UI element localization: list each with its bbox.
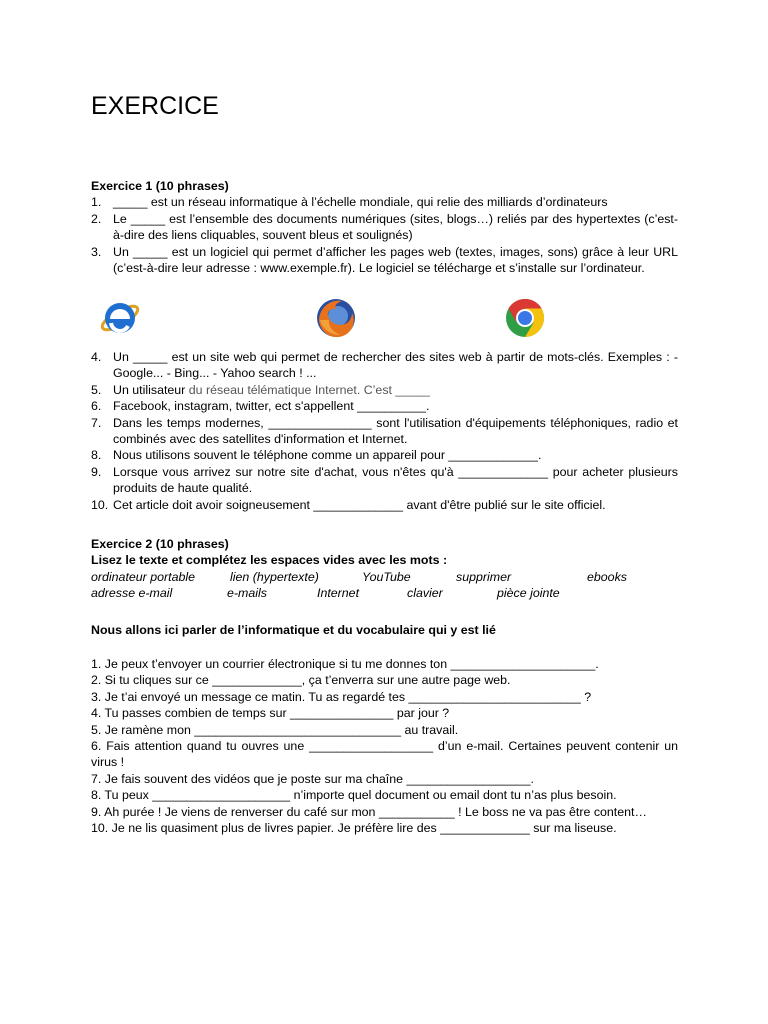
sentence: 6. Fais attention quand tu ouvres une __________________ d’un e-mail. Certaines peuvent contenir un virus !	[91, 739, 678, 770]
list-item: 7. Dans les temps modernes, _______________ sont l'utilisation d'équipements téléphoniques, radio et combinés avec des satellites d'information et Internet.	[91, 415, 678, 447]
exercise-1-list-b	[91, 349, 678, 513]
word-bank-item: ebooks	[587, 570, 627, 584]
word-bank-item: supprimer	[456, 570, 512, 584]
internet-explorer-icon	[98, 296, 142, 340]
sentence: 7. Je fais souvent des vidéos que je poste sur ma chaîne __________________.	[91, 771, 534, 786]
sentence: 1. Je peux t’envoyer un courrier électronique si tu me donnes ton _____________________.	[91, 657, 599, 671]
word-bank-item: Internet	[317, 586, 360, 600]
list-item: 10. Cet article doit avoir soigneusement _____________ avant d'être publié sur le site officiel.	[91, 497, 606, 512]
list-item: 5. Un utilisateur du réseau télématique Internet. C’est _____	[91, 382, 430, 397]
list-item: 8. Nous utilisons souvent le téléphone comme un appareil pour _____________.	[91, 448, 542, 463]
sentence: 9. Ah purée ! Je viens de renverser du café sur mon ___________ ! Le boss ne va pas être content…	[91, 804, 647, 819]
word-bank-item: YouTube	[362, 570, 411, 584]
word-bank-item: ordinateur portable	[91, 570, 196, 584]
word-bank-item: e-mails	[227, 586, 267, 600]
list-item: 1. _____ est un réseau informatique à l’échelle mondiale, qui relie des milliards d’ordinateurs	[91, 195, 608, 210]
list-item: 4. Un _____ est un site web qui permet de rechercher des sites web à partir de mots-clés. Exemples : - Google... - Bing... - Yahoo search ! ...	[91, 350, 678, 381]
exercise-1-heading: Exercice 1 (10 phrases)	[91, 179, 229, 193]
exercise-1-section-continued	[91, 349, 678, 513]
sentence: 8. Tu peux ____________________ n’importe quel document ou email dont tu n’as plus besoin.	[91, 788, 617, 803]
exercise-2-sentences	[91, 656, 678, 836]
chrome-icon	[503, 296, 547, 340]
sentence: 4. Tu passes combien de temps sur _______________ par jour ?	[91, 706, 450, 721]
word-bank-item: clavier	[407, 586, 443, 600]
sentence: 5. Je ramène mon ______________________________ au travail.	[91, 722, 459, 737]
exercise-2-heading: Exercice 2 (10 phrases)	[91, 537, 229, 551]
list-item: 2. Le _____ est l’ensemble des documents numériques (sites, blogs…) reliés par des hypertextes (c’est-à-dire des liens cliquables, souvent bleus et soulignés)	[91, 211, 678, 243]
exercise-1-section	[91, 178, 678, 276]
page-title: EXERCICE	[91, 92, 219, 120]
exercise-1-list-a	[91, 194, 678, 276]
sentence: 2. Si tu cliques sur ce _____________, ça t’enverra sur une autre page web.	[91, 673, 511, 688]
word-bank-item: pièce jointe	[497, 586, 560, 600]
firefox-icon	[314, 296, 358, 340]
exercise-2-intro: Nous allons ici parler de l’informatique et du vocabulaire qui y est lié	[91, 623, 496, 637]
sentence: 10. Je ne lis quasiment plus de livres papier. Je préfère lire des _____________ sur ma liseuse.	[91, 821, 617, 836]
exercise-2-section	[91, 536, 678, 569]
sentence: 3. Je t’ai envoyé un message ce matin. Tu as regardé tes _________________________ ?	[91, 689, 592, 704]
list-item: 3. Un _____ est un logiciel qui permet d’afficher les pages web (textes, images, sons) grâce à leur URL (c’est-à-dire leur adresse : www.exemple.fr). Le logiciel se télécharge et s’installe sur l’ordinateur.	[91, 244, 678, 276]
browser-icons	[0, 296, 768, 340]
list-item: 6. Facebook, instagram, twitter, ect s'appellent __________.	[91, 399, 430, 414]
word-bank-item: lien (hypertexte)	[230, 570, 319, 584]
word-bank-item: adresse e-mail	[91, 586, 173, 600]
list-item: 9. Lorsque vous arrivez sur notre site d'achat, vous n'êtes qu'à _____________ pour acheter plusieurs produits de haute qualité.	[91, 464, 678, 496]
exercise-2-instruction: Lisez le texte et complétez les espaces vides avec les mots :	[91, 553, 448, 568]
word-bank	[91, 570, 691, 604]
